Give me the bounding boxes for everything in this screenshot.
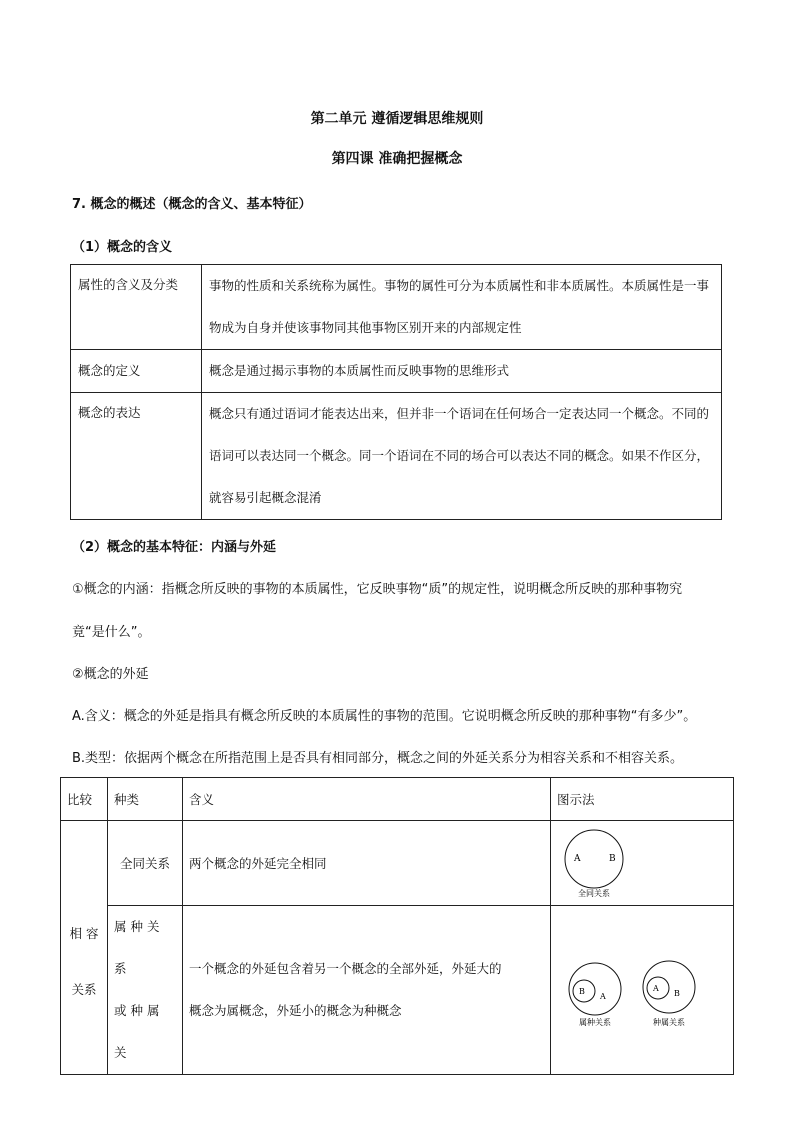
meaning-line: 概念为属概念，外延小的概念为种概念 (189, 1003, 402, 1018)
extension-relation-table (60, 777, 734, 1075)
meaning-line: 一个概念的外延包含着另一个概念的全部外延，外延大的 (189, 961, 502, 976)
diagram-caption-left: 属种关系 (579, 1018, 611, 1027)
kind-line: 属种关系 (114, 919, 164, 976)
concept-meaning-table (70, 264, 722, 520)
table-row (71, 265, 722, 350)
header-diagram: 图示法 (551, 778, 734, 821)
table-cell-value: 事物的性质和关系统称为属性。事物的属性可分为本质属性和非本质属性。本质属性是一事物成为自身并使该事物同其他事物区别开来的内部规定性 (202, 265, 722, 350)
table-row (71, 393, 722, 520)
table-row (71, 350, 722, 393)
table-cell-value: 概念是通过揭示事物的本质属性而反映事物的思维形式 (202, 350, 722, 393)
diagram-caption-right: 种属关系 (653, 1018, 685, 1027)
paragraph: B.类型：依据两个概念在所指范围上是否具有相同部分，概念之间的外延关系分为相容关系和不相容关系。 (72, 751, 684, 766)
table-cell-value: 概念只有通过语词才能表达出来，但并非一个语词在任何场合一定表达同一个概念。不同的语词可以表达同一个概念。同一个语词在不同的场合可以表达不同的概念。如果不作区分，就容易引起概念混淆 (202, 393, 722, 520)
meaning-cell (183, 906, 551, 1075)
unit-title: 第二单元 遵循逻辑思维规则 (310, 111, 484, 127)
subsection-heading: （2）概念的基本特征：内涵与外延 (72, 540, 277, 555)
group-label: 相 容 (69, 925, 99, 941)
table-cell-key: 概念的表达 (71, 393, 202, 520)
table-header-row (61, 778, 734, 821)
meaning-cell: 两个概念的外延完全相同 (183, 821, 551, 906)
kind-cell (108, 906, 183, 1075)
label-b: B (609, 854, 616, 864)
header-meaning: 含义 (183, 778, 551, 821)
diagram-cell (551, 821, 734, 906)
header-compare: 比较 (61, 778, 108, 821)
label-b: B (579, 987, 585, 996)
label-a: A (574, 854, 581, 864)
table-cell-key: 属性的含义及分类 (71, 265, 202, 350)
group-label: 关系 (71, 981, 97, 997)
table-cell-key: 概念的定义 (71, 350, 202, 393)
lesson-title: 第四课 准确把握概念 (331, 151, 463, 167)
label-a: A (600, 992, 606, 1001)
paragraph: 竟“是什么”。 (72, 625, 151, 640)
diagram-caption: 全同关系 (578, 889, 610, 898)
subsection-heading: （1）概念的含义 (72, 240, 173, 255)
table-row (61, 906, 734, 1075)
header-kind: 种类 (108, 778, 183, 821)
paragraph: ①概念的内涵：指概念所反映的事物的本质属性，它反映事物“质”的规定性，说明概念所反映的那种事物究 (72, 582, 683, 597)
kind-line: 或种属关 (114, 1003, 164, 1060)
paragraph: ②概念的外延 (72, 667, 149, 682)
group-cell (61, 821, 108, 1075)
diagram-cell (551, 906, 734, 1075)
genus-species-diagram (557, 949, 727, 1031)
kind-cell: 全同关系 (108, 821, 183, 906)
section-heading: 7. 概念的概述（概念的含义、基本特征） (72, 197, 312, 212)
label-a: A (653, 984, 659, 993)
paragraph: A.含义：概念的外延是指具有概念所反映的本质属性的事物的范围。它说明概念所反映的那种事物“有多少”。 (72, 709, 697, 724)
label-b: B (674, 989, 680, 998)
table-row (61, 821, 734, 906)
identity-diagram (557, 822, 727, 904)
